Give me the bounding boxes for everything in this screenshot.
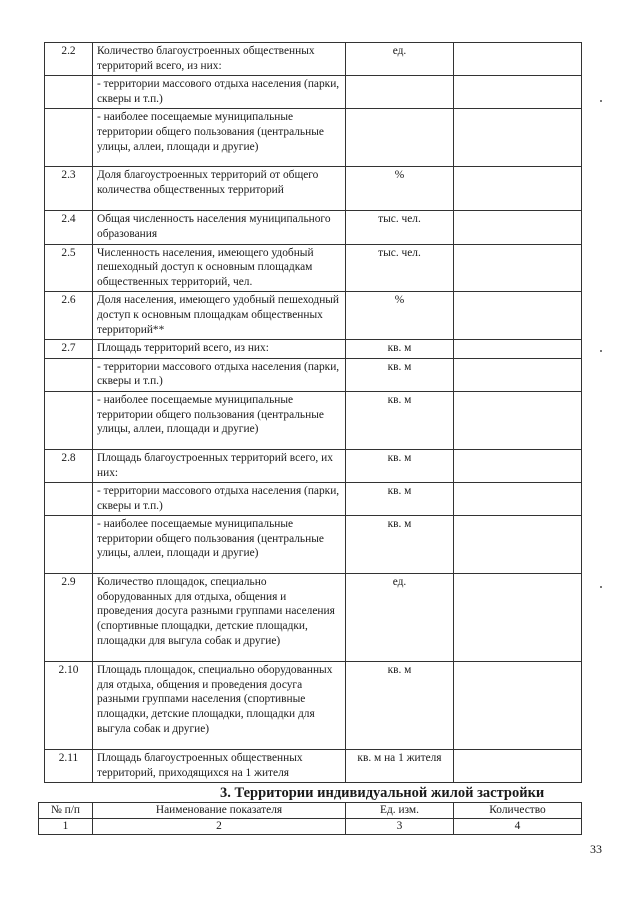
row-number (45, 483, 93, 516)
table-row (45, 662, 582, 750)
unit-of-measure (346, 109, 454, 167)
row-number: 2.11 (45, 750, 93, 783)
indicator-name: Площадь территорий всего, из них: (93, 340, 346, 359)
value-cell (454, 76, 582, 109)
col-number-4: 4 (454, 819, 582, 835)
indicator-name: Площадь площадок, специально оборудованных для отдыха, общения и проведения досуга разными группами населения (спортивные площадки, детские площадки, площадки для выгула собак и другие) (93, 662, 346, 750)
table-row (45, 358, 582, 391)
value-cell (454, 292, 582, 340)
unit-of-measure: кв. м (346, 449, 454, 482)
unit-of-measure: кв. м (346, 662, 454, 750)
page-number: 33 (590, 842, 602, 856)
unit-of-measure: тыс. чел. (346, 211, 454, 244)
table-row (45, 516, 582, 574)
indicator-name: - территории массового отдыха населения (парки, скверы и т.п.) (93, 76, 346, 109)
value-cell (454, 516, 582, 574)
row-number (45, 516, 93, 574)
row-number: 2.8 (45, 449, 93, 482)
value-cell (454, 211, 582, 244)
header-name: Наименование показателя (93, 803, 346, 819)
table-row (45, 750, 582, 783)
indicator-name: - наиболее посещаемые муниципальные территории общего пользования (центральные улицы, аллеи, площади и другие) (93, 109, 346, 167)
value-cell (454, 574, 582, 662)
section-header-table (38, 802, 582, 835)
indicator-name: Площадь благоустроенных территорий всего, их них: (93, 449, 346, 482)
value-cell (454, 662, 582, 750)
row-number: 2.6 (45, 292, 93, 340)
col-number-1: 1 (39, 819, 93, 835)
indicator-name: - территории массового отдыха населения (парки, скверы и т.п.) (93, 358, 346, 391)
value-cell (454, 750, 582, 783)
header-quantity: Количество (454, 803, 582, 819)
unit-of-measure: ед. (346, 43, 454, 76)
unit-of-measure: кв. м (346, 358, 454, 391)
scan-speck (600, 350, 602, 352)
header-row (39, 803, 582, 819)
table-row (45, 449, 582, 482)
header-num: № п/п (39, 803, 93, 819)
indicator-name: Доля благоустроенных территорий от общего количества общественных территорий (93, 167, 346, 211)
unit-of-measure: тыс. чел. (346, 244, 454, 292)
row-number: 2.10 (45, 662, 93, 750)
unit-of-measure: кв. м на 1 жителя (346, 750, 454, 783)
row-number (45, 391, 93, 449)
row-number: 2.3 (45, 167, 93, 211)
unit-of-measure: % (346, 292, 454, 340)
row-number: 2.5 (45, 244, 93, 292)
unit-of-measure: кв. м (346, 340, 454, 359)
indicator-name: Численность населения, имеющего удобный пешеходный доступ к основным площадкам общественных территорий, чел. (93, 244, 346, 292)
table-row (45, 167, 582, 211)
table-row (45, 574, 582, 662)
unit-of-measure (346, 76, 454, 109)
indicator-name: - наиболее посещаемые муниципальные территории общего пользования (центральные улицы, аллеи, площади и другие) (93, 516, 346, 574)
unit-of-measure: % (346, 167, 454, 211)
row-number: 2.2 (45, 43, 93, 76)
unit-of-measure: кв. м (346, 516, 454, 574)
col-number-2: 2 (93, 819, 346, 835)
table-row (45, 340, 582, 359)
indicator-name: - территории массового отдыха населения (парки, скверы и т.п.) (93, 483, 346, 516)
row-number: 2.4 (45, 211, 93, 244)
table-row (45, 76, 582, 109)
value-cell (454, 391, 582, 449)
table-row (45, 109, 582, 167)
value-cell (454, 244, 582, 292)
indicator-name: - наиболее посещаемые муниципальные территории общего пользования (центральные улицы, аллеи, площади и другие) (93, 391, 346, 449)
table-row (45, 43, 582, 76)
row-number: 2.9 (45, 574, 93, 662)
row-number (45, 109, 93, 167)
table-row (45, 244, 582, 292)
table-row (45, 211, 582, 244)
value-cell (454, 340, 582, 359)
table-row (45, 292, 582, 340)
value-cell (454, 449, 582, 482)
row-number: 2.7 (45, 340, 93, 359)
col-number-3: 3 (346, 819, 454, 835)
unit-of-measure: кв. м (346, 391, 454, 449)
value-cell (454, 43, 582, 76)
unit-of-measure: ед. (346, 574, 454, 662)
scan-speck (600, 100, 602, 102)
indicator-name: Площадь благоустроенных общественных территорий, приходящихся на 1 жителя (93, 750, 346, 783)
indicators-table (44, 42, 582, 783)
value-cell (454, 109, 582, 167)
indicator-name: Общая численность населения муниципального образования (93, 211, 346, 244)
value-cell (454, 483, 582, 516)
section-title: 3. Территории индивидуальной жилой застройки (220, 785, 545, 801)
indicator-name: Количество площадок, специально оборудованных для отдыха, общения и проведения досуга разными группами населения (спортивные площадки, детские площадки, площадки для выгула собак и другие) (93, 574, 346, 662)
value-cell (454, 358, 582, 391)
row-number (45, 76, 93, 109)
table-row (45, 483, 582, 516)
value-cell (454, 167, 582, 211)
unit-of-measure: кв. м (346, 483, 454, 516)
row-number (45, 358, 93, 391)
numbering-row (39, 819, 582, 835)
table-row (45, 391, 582, 449)
scan-speck (600, 586, 602, 588)
indicator-name: Количество благоустроенных общественных территорий всего, из них: (93, 43, 346, 76)
indicator-name: Доля населения, имеющего удобный пешеходный доступ к основным площадкам общественных территорий** (93, 292, 346, 340)
header-unit: Ед. изм. (346, 803, 454, 819)
